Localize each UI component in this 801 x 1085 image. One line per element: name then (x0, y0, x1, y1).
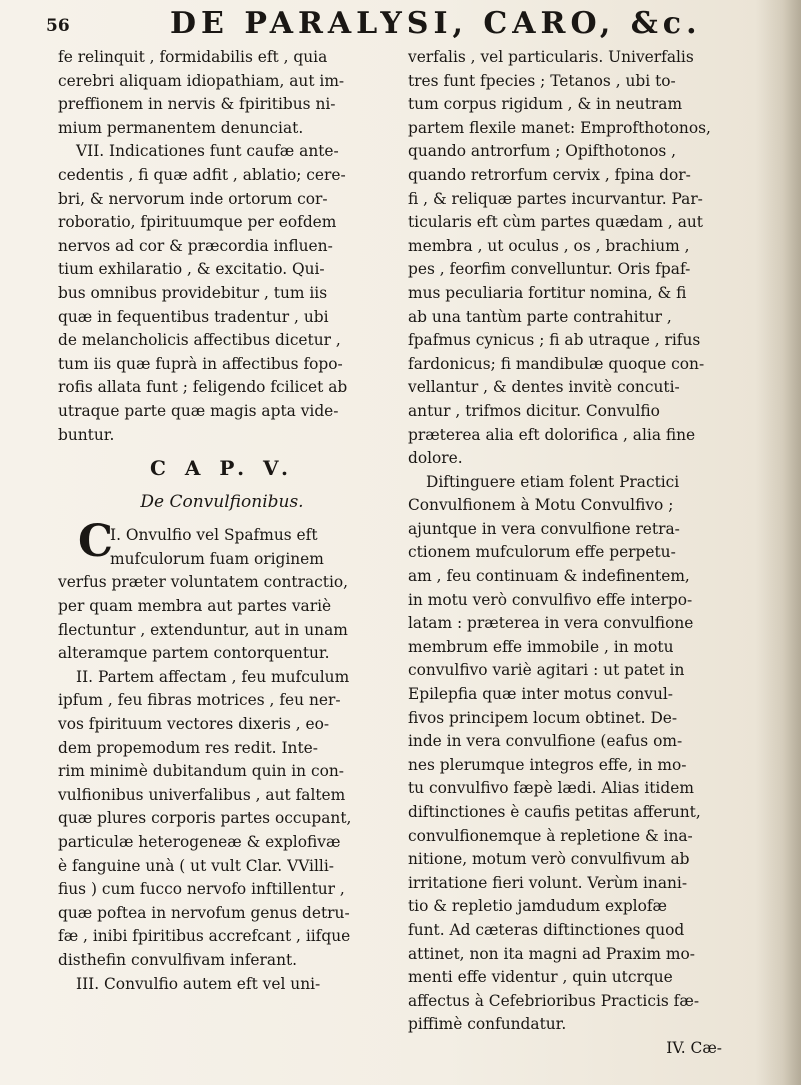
left-text-block-b (58, 516, 386, 996)
running-head: DE PARALYSI, CARO, &c. (170, 6, 702, 41)
text-line: disthefin convulfivam inferant. (58, 950, 298, 969)
text-line: in motu verò convulfivo effe interpo- (408, 590, 693, 609)
text-line: affectus à Cefebrioribus Practicis fæ- (408, 991, 700, 1010)
text-line: de melancholicis affectibus dicetur , (58, 331, 341, 350)
text-line: bri, & nervorum inde ortorum cor- (58, 189, 328, 208)
text-line: piffimè confundatur. (408, 1015, 567, 1034)
text-line: antur , trifmos dicitur. Convulfio (408, 401, 660, 420)
text-line: cerebri aliquam idiopathiam, aut im- (58, 71, 345, 90)
text-line: tum corpus rigidum , & in neutram (408, 95, 683, 114)
text-line: verfalis , vel particularis. Univerfalis (408, 48, 694, 66)
text-line: fe relinquit , formidabilis eft , quia (58, 48, 328, 66)
text-line: fardonicus; fi mandibulæ quoque con- (408, 354, 705, 373)
text-line: nes plerumque integros effe, in mo- (408, 755, 687, 774)
text-line: membra , ut oculus , os , brachium , (408, 236, 690, 255)
left-text-block-a (58, 46, 386, 447)
text-line: partem flexile manet: Emprofthotonos, (408, 118, 711, 137)
text-line: ab una tantùm parte contrahitur , (408, 307, 672, 326)
page-edge-shadow (755, 0, 801, 1085)
text-line: convulfionemque à repletione & ina- (408, 826, 693, 845)
text-line: quæ plures corporis partes occupant, (58, 809, 352, 828)
text-line: præterea alia eft dolorifica , alia fine (408, 425, 696, 444)
text-line: rim minimè dubitandum quin in con- (58, 762, 344, 781)
text-line: convulfivo variè agitari : ut patet in (408, 661, 685, 680)
text-line: particulæ heterogeneæ & explofivæ (58, 833, 341, 851)
text-line: Diftinguere etiam folent Practici (426, 472, 680, 491)
text-line: buntur. (58, 425, 115, 444)
chapter-subtitle: De Convulfionibus. (140, 491, 304, 512)
text-line: tres funt fpecies ; Tetanos , ubi to- (408, 71, 676, 90)
text-line: quando retrorfum cervix , fpina dor- (408, 165, 691, 184)
drop-cap: C (78, 516, 114, 568)
text-line: tum iis quæ fuprà in affectibus fopo- (58, 354, 343, 373)
text-line: quæ poftea in nervofum genus detru- (58, 903, 350, 922)
text-line: inde in vera convulfione (eafus om- (408, 732, 683, 751)
text-line: quando antrorfum ; Opifthotonos , (408, 142, 677, 161)
text-line: menti effe videntur , quin utcrque (408, 968, 673, 987)
text-line: ipfum , feu fibras motrices , feu ner- (58, 691, 341, 710)
page-header (46, 6, 746, 42)
text-line: verfus præter voluntatem contractio, (58, 573, 349, 592)
text-line: dem propemodum res redit. Inte- (58, 738, 318, 757)
text-line: alteramque partem contorquentur. (58, 644, 330, 663)
text-line: è fanguine unà ( ut vult Clar. VVilli- (58, 856, 334, 875)
text-line: cedentis , fi quæ adfit , ablatio; cere- (58, 165, 346, 184)
right-column (408, 46, 736, 1061)
text-line: fivos principem locum obtinet. De- (408, 708, 678, 727)
text-line: mus peculiaria fortitur nomina, & fi (408, 283, 687, 302)
text-line: mium permanentem denunciat. (58, 118, 304, 137)
text-line: funt. Ad cæteras diftinctiones quod (408, 920, 685, 939)
page-number: 56 (46, 16, 70, 36)
left-column (58, 46, 386, 996)
text-line: ctionem mufculorum effe perpetu- (408, 543, 676, 562)
text-line: attinet, non ita magni ad Praxim mo- (408, 944, 695, 963)
chapter-title: C A P. V. (150, 456, 294, 481)
text-line: Epilepfia quæ inter motus convul- (408, 685, 673, 704)
catchword: IV. Cæ- (666, 1038, 722, 1057)
text-line: roboratio, fpirituumque per eofdem (58, 213, 337, 232)
text-line: latam : præterea in vera convulfione (408, 614, 694, 633)
text-line: bus omnibus providebitur , tum iis (58, 283, 328, 302)
spacer (58, 481, 386, 491)
text-line: nitione, motum verò convulfivum ab (408, 850, 690, 869)
text-line: VII. Indicationes funt caufæ ante- (76, 142, 339, 161)
text-line: am , feu continuam & indefinentem, (408, 567, 690, 586)
text-line: vulfionibus univerfalibus , aut faltem (58, 785, 346, 804)
text-line: tium exhilaratio , & excitatio. Qui- (58, 260, 325, 279)
text-line: vellantur , & dentes invitè concuti- (408, 378, 680, 397)
text-line: vos fpirituum vectores dixeris , eo- (58, 715, 330, 734)
text-line: fpafmus cynicus ; fi ab utraque , rifus (408, 331, 701, 350)
text-line: irritatione fieri volunt. Verùm inani- (408, 873, 688, 892)
text-line: diftinctiones è caufis petitas afferunt, (408, 803, 701, 821)
text-line: ajuntque in vera convulfione retra- (408, 519, 680, 538)
text-line: fæ , inibi fpiritibus accrefcant , iifque (58, 927, 351, 946)
text-line: quæ in fequentibus tradentur , ubi (58, 307, 329, 326)
text-line: flectuntur , extenduntur, aut in unam (58, 620, 348, 639)
text-line: ticularis eft cùm partes quædam , aut (408, 213, 703, 232)
text-line: tu convulfivo fæpè lædi. Alias itidem (408, 779, 694, 798)
text-line: pes , feorfim convelluntur. Oris fpaf- (408, 260, 691, 279)
text-line: per quam membra aut partes variè (58, 597, 332, 616)
text-line: dolore. (408, 449, 463, 468)
text-line: utraque parte quæ magis apta vide- (58, 401, 339, 420)
text-line: III. Convulfio autem eft vel uni- (76, 974, 321, 993)
text-line: membrum effe immobile , in motu (408, 637, 674, 656)
text-line: preffionem in nervis & fpiritibus ni- (58, 95, 336, 114)
text-line: rofis allata funt ; feligendo fcilicet ab (58, 378, 348, 397)
text-line: fius ) cum fucco nervofo inftillentur , (58, 880, 345, 899)
text-line: mufculorum fuam originem (110, 549, 324, 568)
text-line: nervos ad cor & præcordia influen- (58, 236, 333, 255)
text-line: Convulfionem à Motu Convulfivo ; (408, 496, 674, 515)
text-line: tio & repletio jamdudum explofæ (408, 897, 668, 916)
text-line: fi , & reliquæ partes incurvantur. Par- (408, 189, 703, 208)
text-line: I. Onvulfio vel Spafmus eft (110, 526, 318, 545)
text-line: II. Partem affectam , feu mufculum (76, 667, 350, 686)
